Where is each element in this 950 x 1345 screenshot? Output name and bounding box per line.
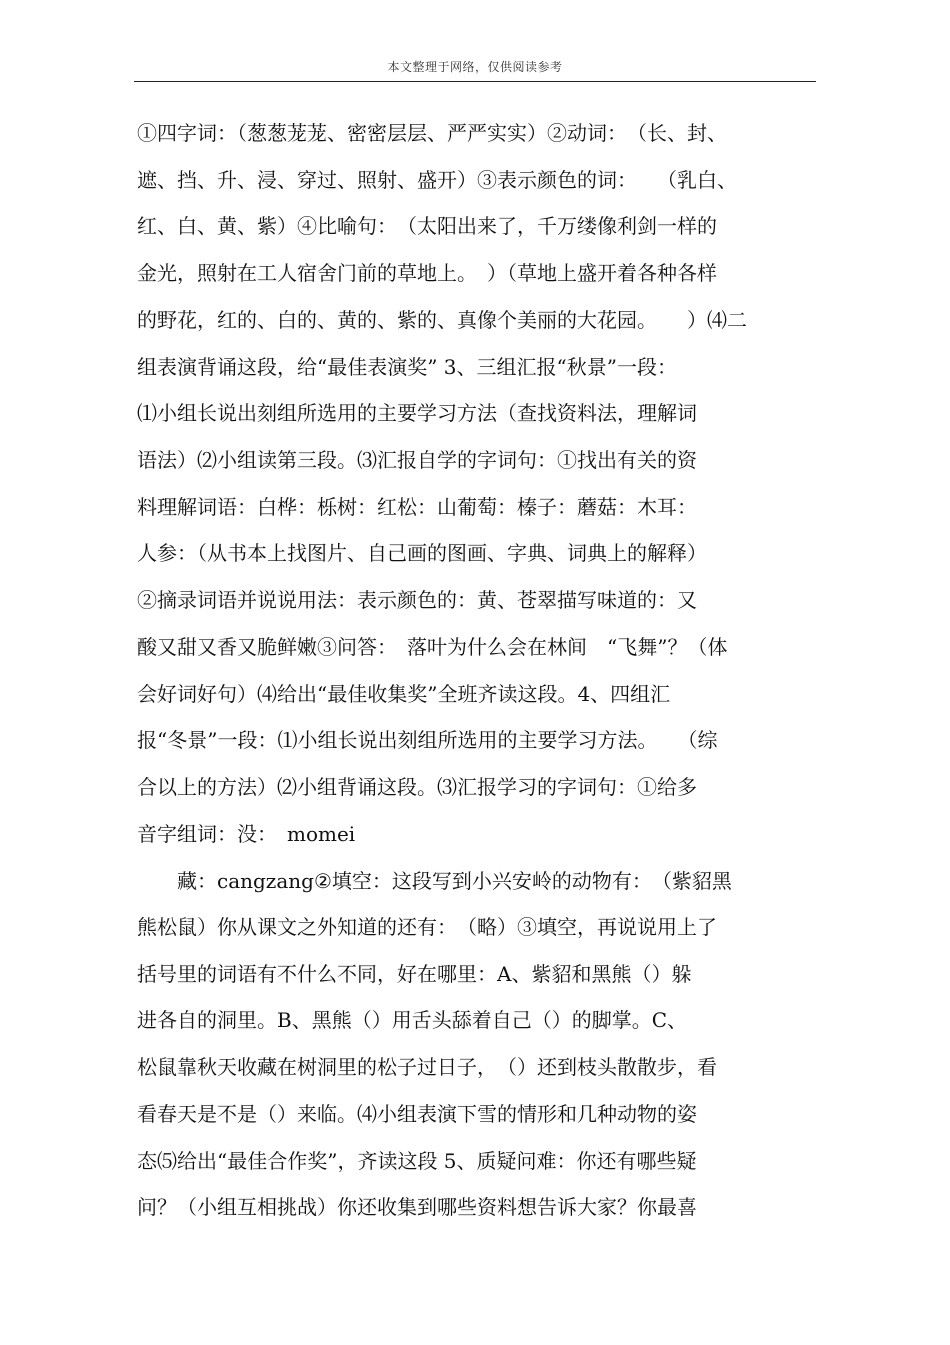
body-line: 看春天是不是（）来临。⑷小组表演下雪的情形和几种动物的姿 [137, 1102, 697, 1126]
body-line: ②摘录词语并说说用法：表示颜色的：黄、苍翠描写味道的：又 [137, 588, 697, 612]
body-line: 酸又甜又香又脆鲜嫩③问答： 落叶为什么会在林间 “飞舞”？（体 [137, 635, 728, 659]
body-line: 音字组词：没： momei [137, 822, 356, 846]
body-line: 括号里的词语有不什么不同，好在哪里：A、紫貂和黑熊（）躲 [137, 962, 692, 986]
body-line: 料理解词语：白桦：栎树：红松：山葡萄：榛子：蘑菇：木耳： [137, 495, 697, 519]
body-line: 的野花，红的、白的、黄的、紫的、真像个美丽的大花园。 ）⑷二 [137, 308, 747, 332]
body-line: 红、白、黄、紫）④比喻句： （太阳出来了，千万缕像利剑一样的 [137, 214, 717, 238]
page-header: 本文整理于网络，仅供阅读参考 [387, 60, 563, 74]
body-line: 会好词好句）⑷给出“最佳收集奖”全班齐读这段。4、四组汇 [137, 682, 671, 706]
body-line: 进各自的洞里。B、黑熊（）用舌头舔着自己（）的脚掌。C、 [137, 1008, 687, 1032]
body-line: ①四字词：（葱葱茏茏、密密层层、严严实实）②动词： （长、封、 [137, 121, 727, 145]
body-line: 态⑸给出“最佳合作奖”，齐读这段 5、质疑问难：你还有哪些疑 [137, 1149, 697, 1173]
body-line: 熊松鼠）你从课文之外知道的还有： （略）③填空，再说说用上了 [137, 915, 717, 939]
body-line: 藏：cangzang②填空：这段写到小兴安岭的动物有： （紫貂黑 [137, 869, 732, 893]
body-line: ⑴小组长说出刻组所选用的主要学习方法（查找资料法，理解词 [137, 401, 697, 425]
body-line: 语法）⑵小组读第三段。⑶汇报自学的字词句：①找出有关的资 [137, 448, 697, 472]
body-line: 松鼠靠秋天收藏在树洞里的松子过日子， （）还到枝头散散步，看 [137, 1055, 717, 1079]
body-line: 金光，照射在工人宿舍门前的草地上。 ）（草地上盛开着各种各样 [137, 261, 717, 285]
body-line: 人参：（从书本上找图片、自己画的图画、字典、词典上的解释） [137, 541, 707, 565]
body-line: 合以上的方法）⑵小组背诵这段。⑶汇报学习的字词句：①给多 [137, 775, 697, 799]
body-line: 遮、挡、升、浸、穿过、照射、盛开）③表示颜色的词： （乳白、 [137, 168, 737, 192]
body-line: 报“冬景”一段：⑴小组长说出刻组所选用的主要学习方法。 （综 [137, 728, 718, 752]
body-line: 问？（小组互相挑战）你还收集到哪些资料想告诉大家？你最喜 [137, 1195, 697, 1219]
body-line: 组表演背诵这段，给“最佳表演奖” 3、三组汇报“秋景”一段： [137, 355, 677, 379]
